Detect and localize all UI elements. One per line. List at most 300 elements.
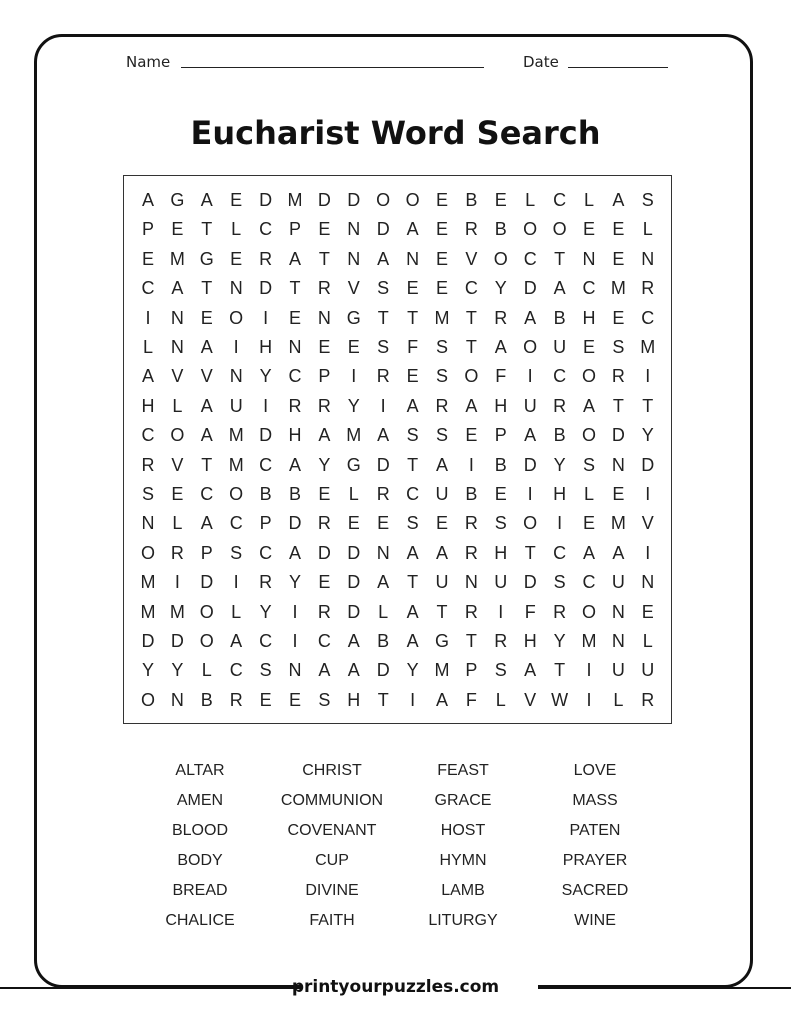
grid-cell: E bbox=[230, 190, 243, 210]
grid-cell: N bbox=[288, 337, 302, 357]
grid-cell: R bbox=[494, 631, 508, 651]
grid-cell: R bbox=[170, 542, 184, 563]
grid-cell: T bbox=[377, 307, 389, 328]
grid-cell: A bbox=[435, 454, 448, 475]
grid-cell: T bbox=[465, 337, 477, 357]
grid-cell: S bbox=[494, 660, 507, 681]
grid-cell: O bbox=[140, 689, 155, 710]
grid-cell: M bbox=[140, 601, 156, 622]
grid-cell: C bbox=[259, 454, 273, 475]
grid-cell: P bbox=[141, 219, 154, 240]
grid-cell: A bbox=[406, 601, 419, 622]
grid-cell: C bbox=[141, 425, 155, 446]
grid-cell: G bbox=[434, 631, 449, 651]
grid-cell: E bbox=[406, 278, 419, 299]
grid-cell: B bbox=[200, 689, 213, 710]
grid-cell: A bbox=[377, 248, 390, 269]
grid-cell: B bbox=[465, 484, 478, 504]
grid-cell: R bbox=[494, 307, 508, 328]
grid-cell: T bbox=[201, 219, 213, 240]
grid-cell: D bbox=[317, 190, 331, 210]
grid-cell: B bbox=[494, 454, 507, 475]
grid-cell: D bbox=[376, 219, 390, 240]
grid-cell: N bbox=[288, 660, 302, 681]
grid-cell: I bbox=[586, 689, 592, 710]
grid-cell: L bbox=[583, 484, 594, 504]
grid-cell: E bbox=[347, 513, 360, 534]
grid-cell: T bbox=[554, 248, 566, 269]
grid-cell: N bbox=[611, 631, 625, 651]
grid-cell: N bbox=[347, 248, 361, 269]
grid-cell: T bbox=[201, 454, 213, 475]
grid-cell: D bbox=[347, 542, 361, 563]
word-item: CUP bbox=[315, 852, 349, 869]
grid-cell: M bbox=[228, 425, 244, 446]
grid-cell: N bbox=[317, 307, 331, 328]
grid-cell: D bbox=[347, 601, 361, 622]
grid-cell: M bbox=[169, 248, 185, 269]
grid-cell: E bbox=[171, 484, 184, 504]
grid-cell: U bbox=[229, 395, 243, 416]
grid-cell: N bbox=[170, 337, 184, 357]
grid-cell: C bbox=[553, 190, 567, 210]
grid-cell: D bbox=[641, 454, 655, 475]
grid-cell: S bbox=[435, 337, 448, 357]
grid-cell: A bbox=[171, 278, 184, 299]
grid-cell: A bbox=[200, 190, 213, 210]
grid-cell: O bbox=[493, 248, 508, 269]
grid-cell: C bbox=[641, 307, 655, 328]
grid-cell: H bbox=[141, 395, 155, 416]
grid-cell: E bbox=[494, 190, 507, 210]
grid-cell: E bbox=[318, 572, 331, 593]
grid-cell: F bbox=[407, 337, 419, 357]
grid-cell: S bbox=[641, 190, 654, 210]
grid-cell: T bbox=[377, 689, 389, 710]
grid-cell: Y bbox=[288, 572, 301, 593]
grid-cell: O bbox=[523, 337, 538, 357]
grid-cell: W bbox=[551, 689, 569, 710]
grid-cell: D bbox=[376, 660, 390, 681]
grid-cell: N bbox=[347, 219, 361, 240]
grid-cell: A bbox=[612, 542, 625, 563]
grid-cell: T bbox=[524, 542, 536, 563]
grid-cell: D bbox=[200, 572, 214, 593]
grid-cell: I bbox=[410, 689, 416, 710]
grid-cell: N bbox=[406, 248, 420, 269]
grid-cell: I bbox=[527, 366, 533, 387]
word-item: SACRED bbox=[561, 882, 629, 899]
grid-cell: I bbox=[380, 395, 386, 416]
grid-cell: D bbox=[317, 542, 331, 563]
grid-cell: R bbox=[259, 248, 273, 269]
word-item: BREAD bbox=[172, 882, 228, 899]
grid-cell: C bbox=[553, 542, 567, 563]
grid-cell: D bbox=[288, 513, 302, 534]
grid-cell: E bbox=[612, 248, 625, 269]
grid-cell: S bbox=[582, 454, 595, 475]
grid-cell: V bbox=[524, 689, 537, 710]
grid-cell: T bbox=[465, 307, 477, 328]
grid-cell: L bbox=[495, 689, 506, 710]
grid-cell: D bbox=[347, 190, 361, 210]
grid-cell: A bbox=[582, 542, 595, 563]
word-item: HYMN bbox=[439, 852, 487, 869]
grid-cell: I bbox=[263, 307, 269, 328]
grid-cell: E bbox=[347, 337, 360, 357]
grid-cell: A bbox=[494, 337, 507, 357]
grid-cell: S bbox=[377, 337, 390, 357]
grid-cell: G bbox=[346, 454, 361, 475]
grid-cell: A bbox=[524, 425, 537, 446]
grid-cell: C bbox=[288, 366, 302, 387]
grid-cell: M bbox=[581, 631, 597, 651]
grid-cell: D bbox=[347, 572, 361, 593]
grid-cell: S bbox=[377, 278, 390, 299]
grid-cell: Y bbox=[406, 660, 419, 681]
grid-cell: R bbox=[317, 395, 331, 416]
grid-cell: E bbox=[318, 484, 331, 504]
grid-cell: A bbox=[465, 395, 478, 416]
grid-cell: E bbox=[612, 484, 625, 504]
grid-cell: O bbox=[376, 190, 391, 210]
grid-cell: G bbox=[199, 248, 214, 269]
grid-cell: I bbox=[233, 337, 239, 357]
grid-cell: O bbox=[581, 366, 596, 387]
grid-cell: A bbox=[318, 660, 331, 681]
grid-cell: I bbox=[557, 513, 563, 534]
name-label: Name bbox=[126, 53, 171, 71]
grid-cell: E bbox=[582, 337, 595, 357]
grid-cell: T bbox=[318, 248, 330, 269]
grid-cell: E bbox=[141, 248, 154, 269]
footer bbox=[0, 975, 791, 1001]
grid-cell: E bbox=[582, 219, 595, 240]
grid-cell: U bbox=[523, 395, 537, 416]
grid-cell: L bbox=[142, 337, 153, 357]
grid-cell: R bbox=[553, 601, 567, 622]
grid-cell: N bbox=[229, 278, 243, 299]
grid-cell: M bbox=[434, 307, 450, 328]
grid-cell: E bbox=[435, 248, 448, 269]
grid-cell: F bbox=[524, 601, 536, 622]
grid-cell: F bbox=[495, 366, 507, 387]
word-item: WINE bbox=[574, 912, 616, 929]
grid-cell: C bbox=[259, 219, 273, 240]
grid-cell: H bbox=[523, 631, 537, 651]
grid-cell: U bbox=[611, 660, 625, 681]
word-item: BODY bbox=[177, 852, 223, 869]
word-item: FEAST bbox=[437, 762, 489, 779]
grid-cell: A bbox=[377, 572, 390, 593]
grid-cell: R bbox=[641, 689, 655, 710]
grid-cell: S bbox=[612, 337, 625, 357]
grid-cell: T bbox=[554, 660, 566, 681]
grid-cell: H bbox=[288, 425, 302, 446]
grid-cell: A bbox=[200, 425, 213, 446]
grid-cell: A bbox=[406, 542, 419, 563]
grid-cell: M bbox=[610, 513, 626, 534]
grid-cell: M bbox=[140, 572, 156, 593]
word-item: GRACE bbox=[434, 792, 492, 809]
grid-cell: R bbox=[464, 513, 478, 534]
grid-cell: A bbox=[141, 190, 154, 210]
grid-cell: L bbox=[348, 484, 359, 504]
grid-cell: D bbox=[170, 631, 184, 651]
grid-cell: P bbox=[318, 366, 331, 387]
grid-cell: R bbox=[553, 395, 567, 416]
grid-cell: Y bbox=[641, 425, 654, 446]
grid-cell: L bbox=[378, 601, 389, 622]
word-item: LAMB bbox=[441, 882, 485, 899]
grid-cell: P bbox=[494, 425, 507, 446]
grid-cell: O bbox=[581, 425, 596, 446]
grid-cell: L bbox=[201, 660, 212, 681]
grid-cell: H bbox=[582, 307, 596, 328]
grid-cell: E bbox=[435, 190, 448, 210]
grid-cell: C bbox=[406, 484, 420, 504]
grid-cell: A bbox=[524, 660, 537, 681]
date-line bbox=[568, 67, 668, 68]
grid-cell: I bbox=[645, 366, 651, 387]
grid-cell: A bbox=[288, 454, 301, 475]
grid-cell: S bbox=[406, 425, 419, 446]
grid-cell: S bbox=[318, 689, 331, 710]
grid-cell: R bbox=[317, 278, 331, 299]
grid-cell: R bbox=[376, 484, 390, 504]
grid-cell: R bbox=[229, 689, 243, 710]
grid-cell: E bbox=[435, 219, 448, 240]
grid-cell: T bbox=[407, 454, 419, 475]
grid-cell: A bbox=[141, 366, 154, 387]
grid-cell: U bbox=[494, 572, 508, 593]
grid-cell: L bbox=[583, 190, 594, 210]
grid-cell: A bbox=[347, 660, 360, 681]
grid-cell: B bbox=[377, 631, 390, 651]
grid-cell: U bbox=[435, 484, 449, 504]
grid-cell: C bbox=[464, 278, 478, 299]
grid-cell: V bbox=[641, 513, 654, 534]
grid-cell: H bbox=[494, 542, 508, 563]
grid-cell: R bbox=[288, 395, 302, 416]
grid-cell: A bbox=[435, 689, 448, 710]
grid-cell: M bbox=[434, 660, 450, 681]
letter-grid bbox=[123, 175, 672, 724]
grid-cell: C bbox=[553, 366, 567, 387]
grid-cell: B bbox=[288, 484, 301, 504]
grid-cell: R bbox=[464, 542, 478, 563]
grid-cell: R bbox=[317, 601, 331, 622]
grid-cell: N bbox=[170, 307, 184, 328]
grid-cell: S bbox=[259, 660, 272, 681]
grid-cell: D bbox=[259, 190, 273, 210]
grid-cell: P bbox=[465, 660, 478, 681]
grid-cell: D bbox=[259, 278, 273, 299]
grid-cell: A bbox=[524, 307, 537, 328]
grid-cell: N bbox=[611, 454, 625, 475]
grid-cell: R bbox=[317, 513, 331, 534]
name-line bbox=[181, 67, 484, 68]
grid-cell: L bbox=[231, 601, 242, 622]
grid-cell: L bbox=[231, 219, 242, 240]
grid-cell: N bbox=[229, 366, 243, 387]
word-item: DIVINE bbox=[305, 882, 359, 899]
grid-cell: S bbox=[435, 425, 448, 446]
grid-cell: Y bbox=[171, 660, 184, 681]
grid-cell: A bbox=[288, 248, 301, 269]
grid-cell: T bbox=[201, 278, 213, 299]
word-item: MASS bbox=[572, 792, 618, 809]
grid-cell: O bbox=[523, 513, 538, 534]
grid-cell: R bbox=[464, 219, 478, 240]
grid-cell: Y bbox=[494, 278, 507, 299]
grid-cell: R bbox=[611, 366, 625, 387]
grid-cell: M bbox=[640, 337, 656, 357]
grid-cell: H bbox=[347, 689, 361, 710]
grid-cell: N bbox=[376, 542, 390, 563]
grid-cell: A bbox=[406, 631, 419, 651]
grid-cell: C bbox=[259, 542, 273, 563]
grid-cell: T bbox=[642, 395, 654, 416]
grid-cell: D bbox=[523, 278, 537, 299]
page-title: Eucharist Word Search bbox=[190, 114, 601, 152]
grid-cell: V bbox=[200, 366, 213, 387]
grid-cell: I bbox=[527, 484, 533, 504]
word-item: LITURGY bbox=[428, 912, 498, 929]
grid-cell: A bbox=[553, 278, 566, 299]
grid-cell: E bbox=[318, 219, 331, 240]
grid-cell: R bbox=[641, 278, 655, 299]
grid-cell: M bbox=[169, 601, 185, 622]
grid-cell: I bbox=[351, 366, 357, 387]
grid-cell: E bbox=[377, 513, 390, 534]
grid-cell: A bbox=[377, 425, 390, 446]
grid-cell: D bbox=[523, 572, 537, 593]
grid-cell: T bbox=[612, 395, 624, 416]
grid-cell: E bbox=[230, 248, 243, 269]
grid-cell: E bbox=[612, 219, 625, 240]
grid-cell: M bbox=[228, 454, 244, 475]
grid-cell: C bbox=[229, 660, 243, 681]
grid-cell: S bbox=[494, 513, 507, 534]
grid-cell: B bbox=[553, 307, 566, 328]
grid-cell: P bbox=[259, 513, 272, 534]
grid-cell: P bbox=[200, 542, 213, 563]
grid-cell: C bbox=[229, 513, 243, 534]
word-item: ALTAR bbox=[175, 762, 225, 779]
grid-cell: I bbox=[292, 601, 298, 622]
grid-cell: U bbox=[641, 660, 655, 681]
grid-cell: L bbox=[172, 513, 183, 534]
grid-cell: A bbox=[406, 219, 419, 240]
grid-cell: D bbox=[376, 454, 390, 475]
grid-cell: H bbox=[259, 337, 273, 357]
grid-cell: Y bbox=[259, 366, 272, 387]
grid-cell: B bbox=[259, 484, 272, 504]
grid-cell: C bbox=[259, 631, 273, 651]
grid-cell: M bbox=[287, 190, 303, 210]
grid-cell: I bbox=[468, 454, 474, 475]
grid-cell: O bbox=[229, 484, 244, 504]
grid-cell: N bbox=[582, 248, 596, 269]
grid-cell: N bbox=[170, 689, 184, 710]
grid-cell: O bbox=[199, 601, 214, 622]
grid-cell: C bbox=[317, 631, 331, 651]
grid-cell: O bbox=[199, 631, 214, 651]
grid-cell: S bbox=[553, 572, 566, 593]
grid-cell: E bbox=[288, 689, 301, 710]
grid-cell: T bbox=[407, 572, 419, 593]
grid-cell: L bbox=[525, 190, 536, 210]
grid-cell: Y bbox=[553, 454, 566, 475]
grid-cell: A bbox=[612, 190, 625, 210]
grid-cell: U bbox=[553, 337, 567, 357]
word-item: PATEN bbox=[569, 822, 621, 839]
grid-cell: E bbox=[435, 278, 448, 299]
grid-cell: R bbox=[376, 366, 390, 387]
grid-cell: D bbox=[523, 454, 537, 475]
grid-cell: B bbox=[494, 219, 507, 240]
grid-cell: N bbox=[141, 513, 155, 534]
grid-cell: D bbox=[259, 425, 273, 446]
grid-cell: F bbox=[465, 689, 477, 710]
grid-cell: P bbox=[288, 219, 301, 240]
grid-cell: C bbox=[141, 278, 155, 299]
word-item: CHRIST bbox=[302, 762, 362, 779]
grid-cell: Y bbox=[347, 395, 360, 416]
grid-cell: E bbox=[318, 337, 331, 357]
grid-cell: C bbox=[582, 572, 596, 593]
grid-cell: H bbox=[494, 395, 508, 416]
grid-cell: M bbox=[346, 425, 362, 446]
grid-cell: Y bbox=[259, 601, 272, 622]
grid-cell: R bbox=[435, 395, 449, 416]
grid-cell: T bbox=[465, 631, 477, 651]
grid-cell: E bbox=[465, 425, 478, 446]
grid-cell: B bbox=[553, 425, 566, 446]
grid-cell: I bbox=[645, 484, 651, 504]
grid-cell: R bbox=[259, 572, 273, 593]
grid-cell: S bbox=[230, 542, 243, 563]
grid-cell: I bbox=[263, 395, 269, 416]
grid-cell: E bbox=[582, 513, 595, 534]
grid-cell: R bbox=[141, 454, 155, 475]
grid-cell: A bbox=[435, 542, 448, 563]
grid-cell: V bbox=[347, 278, 360, 299]
grid-cell: O bbox=[229, 307, 244, 328]
grid-cell: Y bbox=[318, 454, 331, 475]
grid-cell: M bbox=[610, 278, 626, 299]
grid-cell: S bbox=[435, 366, 448, 387]
grid-cell: N bbox=[464, 572, 478, 593]
grid-cell: E bbox=[612, 307, 625, 328]
word-item: COMMUNION bbox=[280, 792, 384, 809]
word-item: AMEN bbox=[176, 792, 224, 809]
grid-cell: N bbox=[611, 601, 625, 622]
grid-cell: O bbox=[405, 190, 420, 210]
grid-cell: A bbox=[347, 631, 360, 651]
grid-cell: G bbox=[170, 190, 185, 210]
grid-cell: A bbox=[200, 395, 213, 416]
grid-cell: D bbox=[611, 425, 625, 446]
grid-cell: I bbox=[145, 307, 151, 328]
grid-cell: Y bbox=[141, 660, 154, 681]
word-item: COVENANT bbox=[287, 822, 377, 839]
word-item: CHALICE bbox=[165, 912, 235, 929]
grid-cell: A bbox=[406, 395, 419, 416]
grid-cell: V bbox=[171, 366, 184, 387]
grid-cell: A bbox=[200, 337, 213, 357]
